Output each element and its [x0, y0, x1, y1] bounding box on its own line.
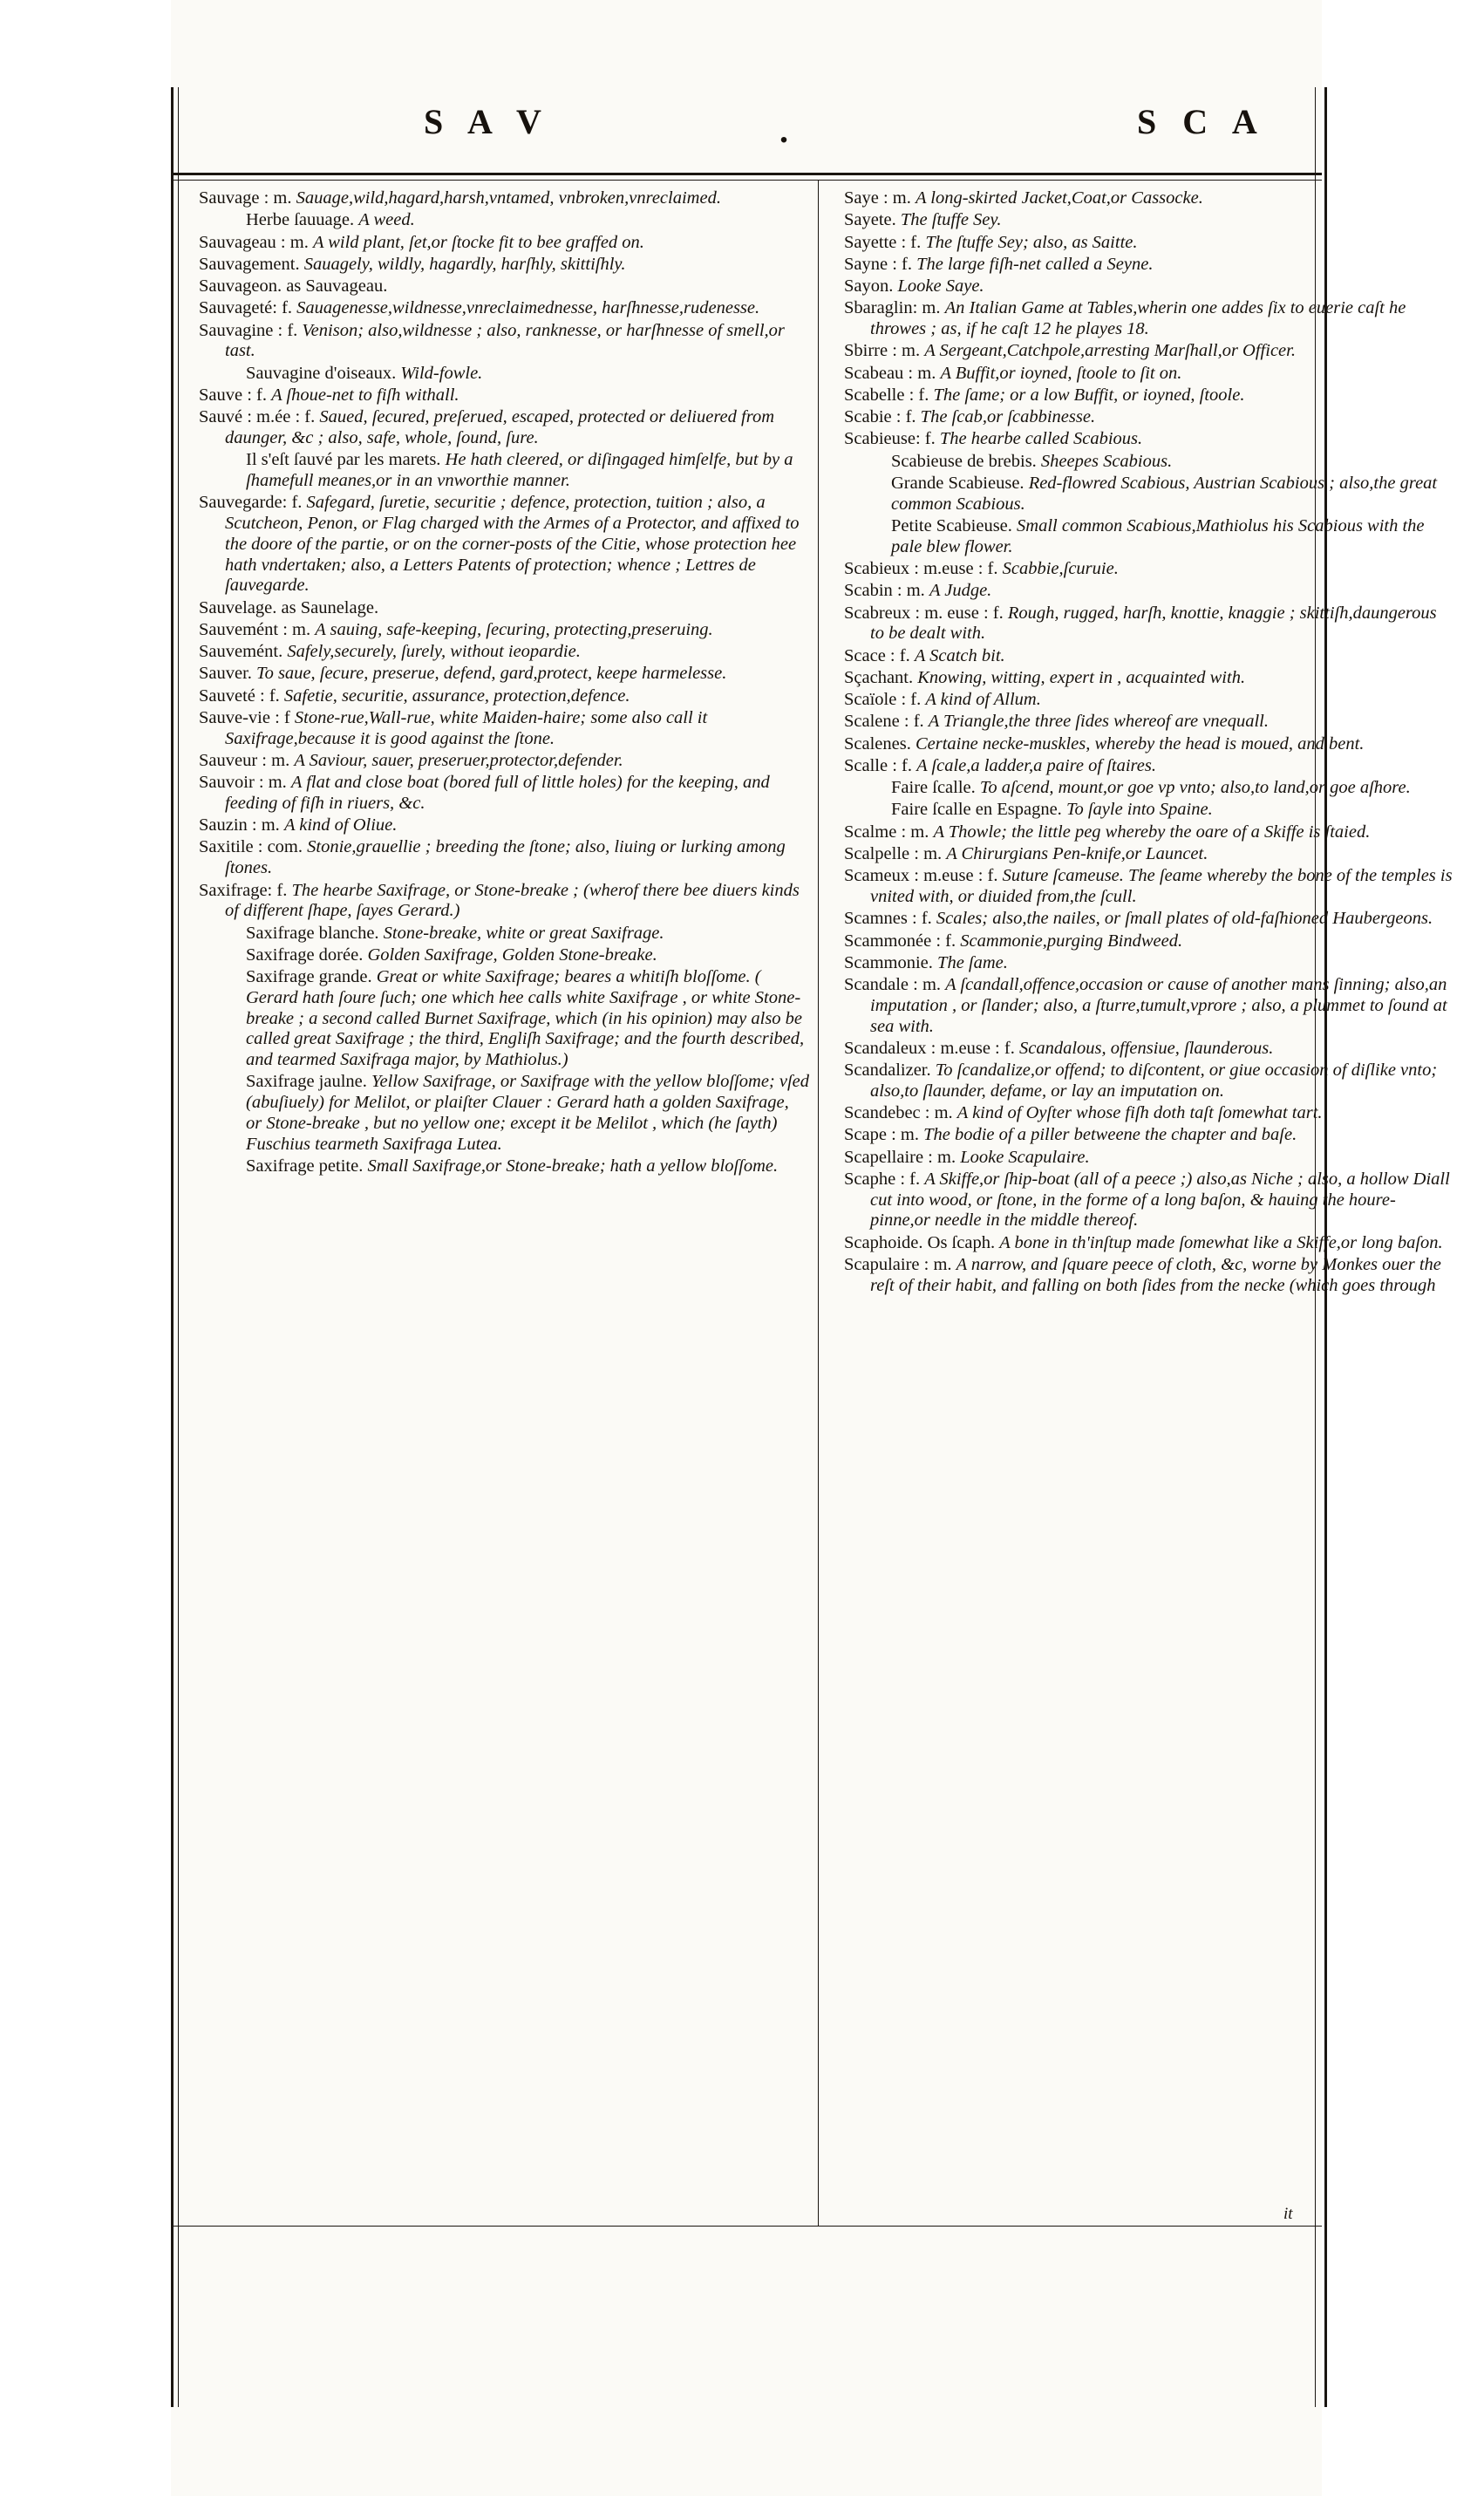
dictionary-entry [844, 188, 1454, 209]
dictionary-entry [844, 1039, 1454, 1060]
dictionary-entry [199, 686, 809, 707]
entry-definition: Small common Scabious,Mathiolus his Scabious with the pale blew flower. [891, 515, 1425, 556]
dictionary-entry [844, 1148, 1454, 1169]
running-head [171, 101, 1322, 162]
header-rule-bottom [171, 180, 1322, 181]
entry-headword: Sauvé : m.ée : f. [199, 407, 316, 427]
entry-headword: Scammonée : f. [844, 931, 956, 951]
dictionary-entry [199, 815, 809, 836]
dictionary-entry [199, 924, 809, 945]
page-margin-left [0, 0, 171, 2496]
entry-headword: Sayne : f. [844, 254, 912, 274]
entry-definition: Sauage,wild,hagard,harsh,vntamed, vnbroken,vnreclaimed. [296, 188, 721, 208]
entry-definition: A Skiffe,or ſhip-boat (all of a peece ;) also,as Niche ; also, a hollow Diall cut into wood, or ſtone, in the forme of a long baſon, & hauing the houre-pinne,or needle in the middle thereof. [870, 1169, 1450, 1231]
dictionary-entry [199, 708, 809, 750]
dictionary-entry [844, 516, 1454, 558]
entry-headword: Scameux : m.euse : f. [844, 866, 998, 886]
entry-headword: Scandaleux : m.euse : f. [844, 1038, 1015, 1058]
dictionary-entry [844, 690, 1454, 711]
entry-headword: Scalme : m. [844, 822, 929, 842]
entry-definition: Safegard, ſuretie, securitie ; defence, protection, tuition ; also, a Scutcheon, Penon, or Flag charged with the Armes of a Protector, and affixed to the doore of the partie, or on the corner-posts of the Citie, whose protection hee hath vndertaken; also, a Letters Patents of protection; whence ; Lettres de ſauvegarde. [225, 493, 800, 596]
dictionary-entry [199, 188, 809, 209]
dictionary-entry [844, 604, 1454, 645]
entry-definition: Wild-fowle. [400, 363, 483, 383]
entry-headword: Sayete. [844, 210, 896, 230]
dictionary-entry [844, 233, 1454, 254]
entry-definition: Sheepes Scabious. [1040, 451, 1173, 471]
entry-headword: Sbaraglin: m. [844, 298, 941, 318]
dictionary-entry [844, 734, 1454, 755]
entry-definition: He hath cleered, or diſingaged himſelfe, but by a ſhamefull meanes,or in an vnworthie manner. [246, 450, 793, 490]
entry-definition: Saunelage. [300, 597, 379, 617]
entry-definition: Looke Saye. [897, 276, 984, 297]
entry-headword: Scabieuse: f. [844, 429, 936, 449]
entry-headword: Scalenes. [844, 733, 911, 754]
entry-definition: The bodie of a piller betweene the chapter and baſe. [923, 1125, 1297, 1145]
entry-headword: Scaphe : f. [844, 1169, 921, 1189]
entry-headword: Sauvageon. as [199, 276, 302, 297]
entry-definition: The ſame; or a low Buffit, or ioyned, ſtoole. [933, 385, 1245, 405]
entry-definition: To aſcend, mount,or goe vp vnto; also,to land,or goe aſhore. [979, 778, 1411, 798]
entry-definition: Saued, ſecured, preſerued, escaped, protected or deliuered from daunger, &c ; also, safe, whole, ſound, ſure. [225, 407, 774, 447]
entry-headword: Scabie : f. [844, 407, 916, 427]
entry-headword: Sauve : f. [199, 385, 267, 405]
dictionary-entry [844, 210, 1454, 231]
dictionary-entry [199, 450, 809, 492]
entry-definition: Sauagenesse,wildnesse,vnreclaimednesse, harſhnesse,rudenesse. [296, 298, 760, 318]
entry-definition: Sauagely, wildly, hagardly, harſhly, skittiſhly. [303, 254, 626, 274]
entry-headword: Sauvemént. [199, 642, 283, 662]
entry-headword: Sauzin : m. [199, 815, 280, 835]
entry-definition: The large fiſh-net called a Seyne. [916, 254, 1154, 274]
dictionary-entry [844, 844, 1454, 865]
entry-headword: Scabieuse de brebis. [891, 451, 1037, 471]
dictionary-entry [844, 953, 1454, 974]
entry-definition: A narrow, and ſquare peece of cloth, &c, worne by Monkes ouer the reſt of their habit, and falling on both ſides from the necke (which goes through [870, 1255, 1441, 1295]
entry-definition: Looke Scapulaire. [960, 1147, 1090, 1167]
entry-headword: Saxitile : com. [199, 837, 303, 857]
entry-headword: Scape : m. [844, 1125, 919, 1145]
entry-definition: Scammonie,purging Bindweed. [960, 931, 1183, 951]
entry-definition: A weed. [358, 210, 415, 230]
entry-definition: Stone-rue,Wall-rue, white Maiden-haire; some also call it Saxifrage,because it is good against the ſtone. [225, 707, 708, 748]
entry-definition: A Sergeant,Catchpole,arresting Marſhall,or Officer. [924, 341, 1296, 361]
entry-headword: Scabieux : m.euse : f. [844, 559, 998, 579]
entry-headword: Sauvagine d'oiseaux. [246, 363, 397, 383]
entry-headword: Sbirre : m. [844, 341, 921, 361]
dictionary-entry [844, 975, 1454, 1037]
entry-definition: A ſcandall,offence,occasion or cause of another mans ſinning; also,an imputation , or ſlander; also, a ſturre,tumult,vprore ; also, a plummet to ſound at sea with. [870, 975, 1447, 1036]
dictionary-entry [199, 493, 809, 597]
dictionary-entry [199, 385, 809, 406]
entry-definition: Stone-breake, white or great Saxifrage. [383, 923, 664, 943]
entry-headword: Scammonie. [844, 952, 933, 972]
entry-definition: Yellow Saxifrage, or Saxifrage with the yellow bloſſome; vſed (abuſiuely) for Melilot, or plaiſter Clauer : Gerard hath a golden Saxifrage, or Stone-breake , but no yellow one; except it be Melilot , which (he ſayth) Fuschius tearmeth Saxifraga Lutea. [246, 1072, 810, 1154]
dictionary-entry [199, 881, 809, 923]
entry-headword: Scabin : m. [844, 581, 925, 601]
entry-definition: A Buffit,or ioyned, ſtoole to ſit on. [940, 363, 1182, 383]
dictionary-entry [844, 364, 1454, 385]
entry-definition: A Thowle; the little peg whereby the oare of a Skiffe is ſtaied. [933, 822, 1371, 842]
entry-headword: Scamnes : f. [844, 909, 932, 929]
dictionary-entry [844, 1060, 1454, 1102]
column-divider [818, 180, 819, 2226]
entry-definition: An Italian Game at Tables,wherin one addes ſix to euerie caſt he throwes ; as, if he caſt 12 he playes 18. [870, 298, 1406, 339]
dictionary-entry [844, 1255, 1454, 1297]
entry-headword: Scalle : f. [844, 755, 912, 775]
dictionary-entry [844, 909, 1454, 930]
entry-definition: A Scatch bit. [914, 645, 1005, 665]
dictionary-entry [844, 341, 1454, 362]
entry-definition: The ſcab,or ſcabbinesse. [920, 407, 1096, 427]
dictionary-entry [199, 298, 809, 319]
entry-headword: Herbe ſauuage. [246, 210, 355, 230]
header-rule-top [171, 173, 1322, 175]
running-head-right: S C A [1137, 102, 1266, 141]
entry-definition: A Triangle,the three ſides whereof are vnequall. [928, 712, 1269, 732]
entry-definition: A bone in th'inſtup made ſomewhat like a Skiffe,or long baſon. [999, 1232, 1443, 1252]
dictionary-entry [844, 429, 1454, 450]
entry-headword: Sauveur : m. [199, 750, 290, 770]
dictionary-entry [844, 712, 1454, 733]
dictionary-entry [199, 233, 809, 254]
entry-headword: Scapellaire : m. [844, 1147, 956, 1167]
dictionary-entry [844, 298, 1454, 340]
entry-headword: Scandale : m. [844, 975, 942, 995]
entry-definition: Safely,securely, ſurely, without ieopardie. [287, 642, 581, 662]
entry-definition: A Judge. [929, 581, 992, 601]
entry-headword: Sauvageau : m. [199, 232, 309, 252]
entry-headword: Sauvagine : f. [199, 320, 298, 340]
dictionary-entry [844, 276, 1454, 297]
dictionary-entry [844, 866, 1454, 908]
entry-definition: Venison; also,wildnesse ; also, ranknesse, or harſhnesse of smell,or tast. [225, 320, 785, 361]
dictionary-entry [199, 1072, 809, 1155]
entry-definition: To saue, ſecure, preserue, defend, gard,protect, keepe harmelesse. [256, 664, 727, 684]
entry-definition: Scabbie,ſcuruie. [1002, 559, 1119, 579]
entry-definition: A ſcale,a ladder,a paire of ſtaires. [916, 755, 1156, 775]
dictionary-entry [199, 1156, 809, 1177]
dictionary-entry [199, 276, 809, 297]
entry-headword: Scalpelle : m. [844, 843, 943, 863]
entry-headword: Sayette : f. [844, 232, 922, 252]
entry-headword: Saxifrage grande. [246, 967, 372, 987]
dictionary-entry [844, 756, 1454, 777]
footer-rule [171, 2226, 1322, 2227]
entry-headword: Saxifrage petite. [246, 1156, 364, 1176]
running-head-left: S A V [424, 102, 550, 141]
entry-definition: The hearbe Saxifrage, or Stone-breake ; (wherof there bee diuers kinds of different ſhape, ſayes Gerard.) [225, 880, 800, 921]
dictionary-entry [199, 598, 809, 619]
entry-headword: Sçachant. [844, 667, 914, 687]
entry-headword: Scabelle : f. [844, 385, 929, 405]
entry-headword: Scapulaire : m. [844, 1255, 952, 1275]
entry-definition: Scandalous, offensiue, ſlaunderous. [1018, 1038, 1274, 1058]
dictionary-entry [844, 407, 1454, 428]
entry-headword: Scabeau : m. [844, 363, 936, 383]
entry-headword: Scaphoide. Os ſcaph. [844, 1232, 996, 1252]
entry-headword: Sauver. [199, 664, 252, 684]
dictionary-entry [199, 945, 809, 966]
entry-definition: A ſhoue-net to fiſh withall. [271, 385, 459, 405]
entry-definition: A wild plant, ſet,or ſtocke fit to bee graffed on. [312, 232, 644, 252]
dictionary-entry [844, 581, 1454, 602]
entry-headword: Scalene : f. [844, 712, 924, 732]
entry-definition: A sauing, safe-keeping, ſecuring, protecting,preseruing. [315, 619, 713, 639]
dictionary-entry [199, 407, 809, 449]
entry-headword: Petite Scabieuse. [891, 515, 1012, 535]
catchword: it [1283, 2205, 1293, 2223]
entry-headword: Sauvagement. [199, 254, 300, 274]
entry-headword: Saxifrage jaulne. [246, 1072, 367, 1092]
dictionary-entry [844, 800, 1454, 821]
entry-definition: Scales; also,the nailes, or ſmall plates of old-faſhioned Haubergeons. [936, 909, 1433, 929]
entry-headword: Grande Scabieuse. [891, 473, 1025, 493]
page-frame-inner-left [178, 87, 179, 2407]
dictionary-entry [844, 1125, 1454, 1146]
dictionary-entry [199, 751, 809, 772]
dictionary-entry [199, 642, 809, 663]
entry-headword: Sauvelage. as [199, 597, 296, 617]
dictionary-entry [199, 210, 809, 231]
entry-headword: Saye : m. [844, 188, 911, 208]
entry-definition: Rough, rugged, harſh, knottie, knaggie ; skittiſh,daungerous to be dealt with. [870, 603, 1437, 644]
entry-headword: Scandalizer. [844, 1060, 931, 1081]
entry-definition: Certaine necke-muskles, whereby the head is moued, and bent. [915, 733, 1365, 754]
dictionary-entry [199, 773, 809, 815]
entry-definition: The ſtuffe Sey. [900, 210, 1002, 230]
entry-headword: Faire ſcalle. [891, 778, 976, 798]
entry-headword: Sauveté : f. [199, 685, 280, 706]
entry-definition: The ſame. [937, 952, 1008, 972]
dictionary-entry [844, 1233, 1454, 1254]
entry-definition: Golden Saxifrage, Golden Stone-breake. [367, 945, 657, 965]
dictionary-entry [199, 664, 809, 685]
dictionary-entry [844, 668, 1454, 689]
entry-headword: Il s'eſt ſauvé par les marets. [246, 450, 441, 470]
dictionary-entry [844, 778, 1454, 799]
dictionary-entry [844, 931, 1454, 952]
entry-definition: A Chirurgians Pen-knife,or Launcet. [946, 843, 1208, 863]
entry-headword: Sauvoir : m. [199, 773, 287, 793]
dictionary-entry [844, 452, 1454, 473]
entry-headword: Scandebec : m. [844, 1103, 953, 1123]
dictionary-entry [844, 646, 1454, 667]
entry-definition: Safetie, securitie, assurance, protection,defence. [283, 685, 630, 706]
column-right [844, 188, 1454, 1298]
dictionary-entry [844, 255, 1454, 276]
dictionary-entry [199, 364, 809, 385]
entry-definition: Small Saxifrage,or Stone-breake; hath a yellow bloſſome. [367, 1156, 779, 1176]
entry-headword: Sauvemént : m. [199, 619, 311, 639]
entry-headword: Saxifrage: f. [199, 880, 288, 900]
entry-definition: A kind of Allum. [925, 690, 1041, 710]
entry-definition: A Saviour, sauer, preseruer,protector,defender. [294, 750, 623, 770]
dictionary-entry [199, 255, 809, 276]
dictionary-entry [844, 1170, 1454, 1231]
dictionary-entry [844, 1103, 1454, 1124]
entry-headword: Sauvegarde: f. [199, 493, 303, 513]
entry-definition: Stonie,grauellie ; breeding the ſtone; also, liuing or lurking among ſtones. [225, 837, 786, 878]
entry-headword: Scace : f. [844, 645, 910, 665]
entry-definition: A flat and close boat (bored full of little holes) for the keeping, and feeding of fiſh in riuers, &c. [225, 773, 770, 813]
entry-definition: Great or white Saxifrage; beares a whitiſh bloſſome. ( Gerard hath ſoure ſuch; one which hee calls white Saxifrage , or white Stone-breake ; a second called Burnet Saxifrage, which (in his opinion) may also be called great Saxifrage ; the third, Engliſh Saxifrage; and the fourth described, and tearmed Saxifraga major, by Mathiolus.) [246, 967, 805, 1070]
entry-headword: Sayon. [844, 276, 894, 297]
entry-headword: Faire ſcalle en Espagne. [891, 800, 1062, 820]
dictionary-entry [199, 967, 809, 1071]
dictionary-entry [844, 474, 1454, 515]
entry-headword: Saxifrage blanche. [246, 923, 379, 943]
entry-headword: Sauvage : m. [199, 188, 292, 208]
entry-definition: A kind of Oliue. [283, 815, 398, 835]
dictionary-entry [844, 385, 1454, 406]
column-left [199, 188, 809, 1178]
dictionary-entry [199, 837, 809, 879]
running-head-separator: . [779, 111, 797, 150]
entry-definition: To ſayle into Spaine. [1065, 800, 1213, 820]
entry-definition: The ſtuffe Sey; also, as Saitte. [925, 232, 1138, 252]
dictionary-entry [844, 559, 1454, 580]
entry-definition: The hearbe called Scabious. [939, 429, 1143, 449]
entry-definition: Sauvageau. [305, 276, 388, 297]
entry-headword: Scabreux : m. euse : f. [844, 603, 1004, 623]
entry-definition: Red-flowred Scabious, Austrian Scabious ; also,the great common Scabious. [891, 473, 1438, 514]
entry-definition: A kind of Oyſter whose fiſh doth taſt ſomewhat tart. [956, 1103, 1323, 1123]
dictionary-entry [199, 321, 809, 363]
entry-definition: To ſcandalize,or offend; to diſcontent, or giue occasion of diſlike vnto; also,to ſlaunder, defame, or lay an imputation on. [870, 1060, 1438, 1101]
entry-headword: Sauve-vie : f [199, 707, 290, 727]
dictionary-entry [844, 822, 1454, 843]
entry-definition: Suture ſcameuse. The ſeame whereby the bone of the temples is vnited with, or diuided from,the ſcull. [870, 866, 1453, 906]
entry-definition: Knowing, witting, expert in , acquainted with. [917, 667, 1246, 687]
entry-definition: A long-skirted Jacket,Coat,or Cassocke. [916, 188, 1203, 208]
entry-headword: Saxifrage dorée. [246, 945, 364, 965]
dictionary-entry [199, 620, 809, 641]
entry-headword: Sauvageté: f. [199, 298, 293, 318]
entry-headword: Scaïole : f. [844, 690, 922, 710]
